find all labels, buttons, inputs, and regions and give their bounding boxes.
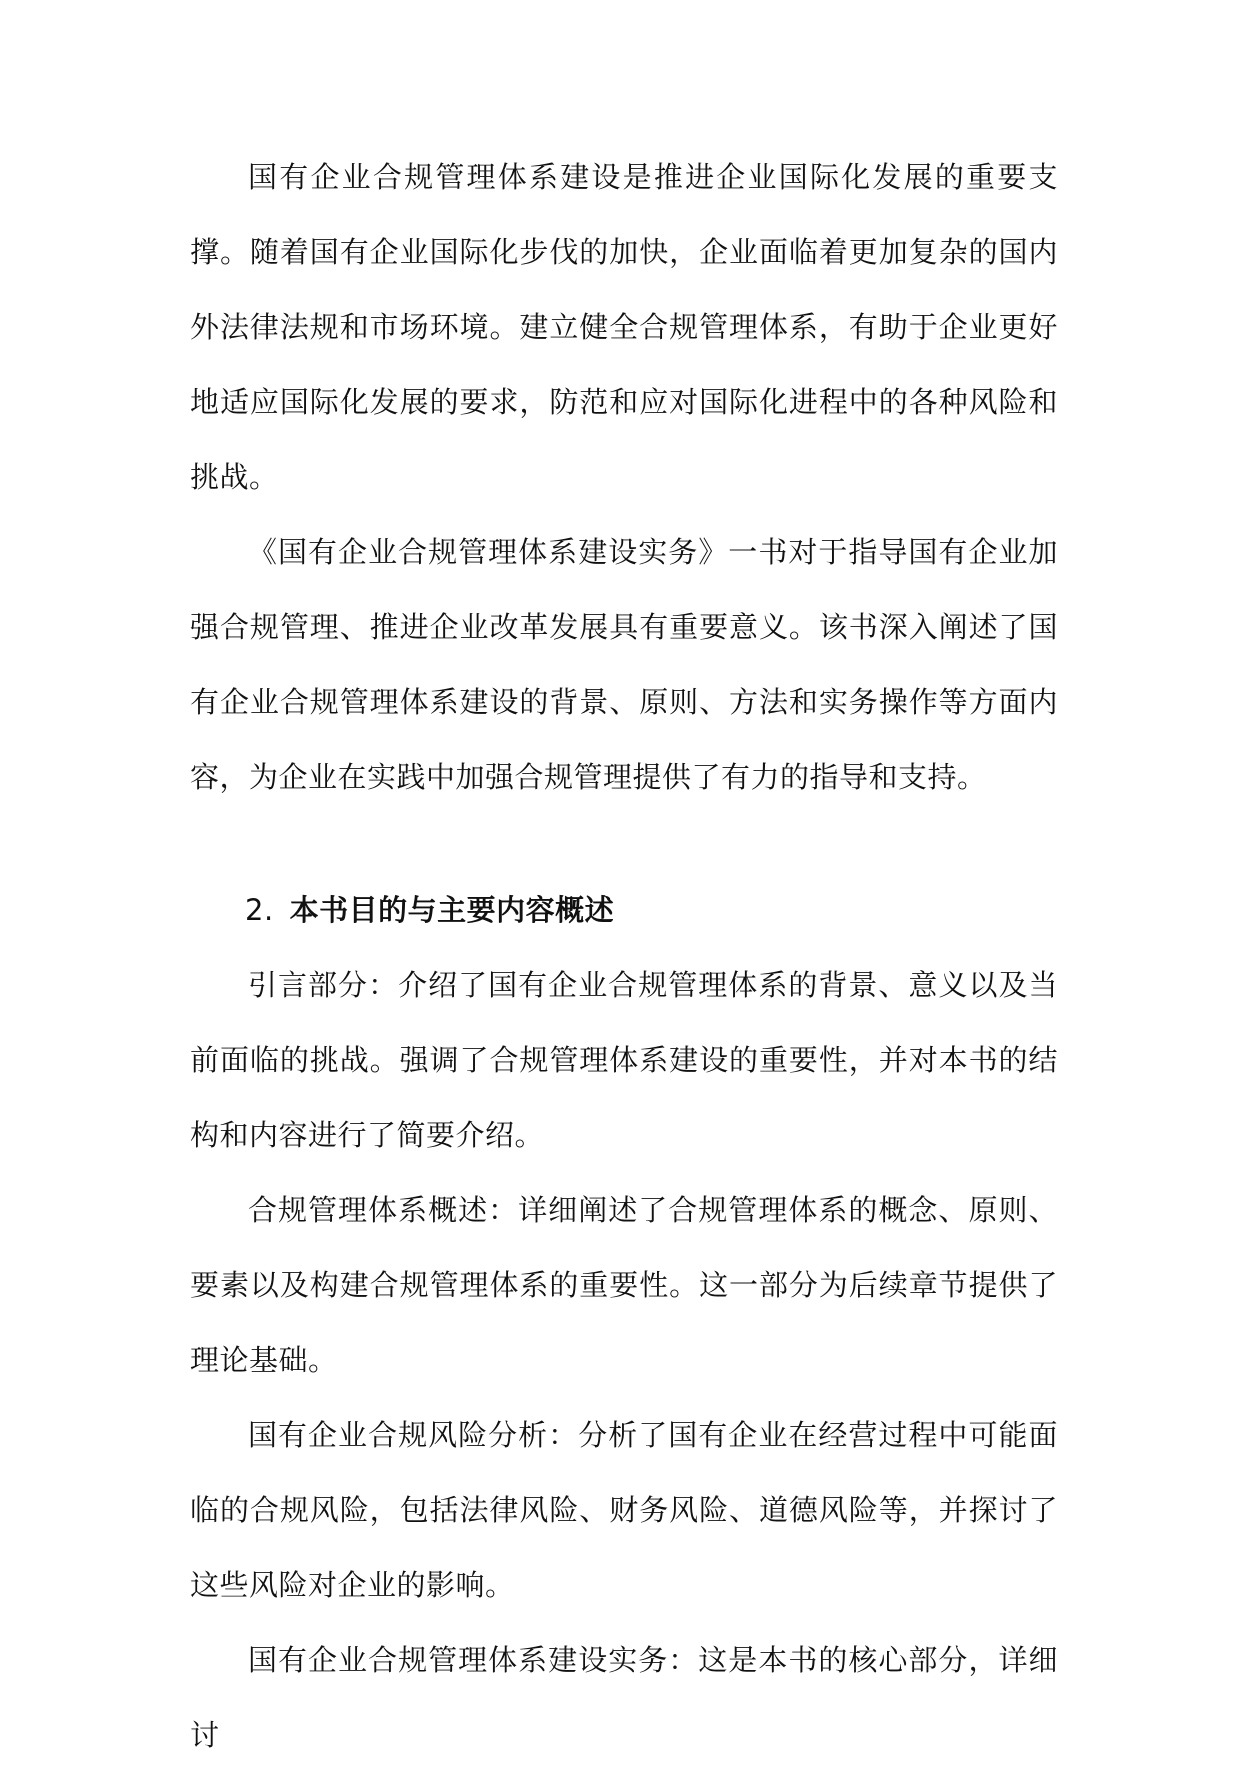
section-number: 2. <box>245 893 274 927</box>
paragraph-system-overview: 合规管理体系概述：详细阐述了合规管理体系的概念、原则、要素以及构建合规管理体系的重要性。这一部分为后续章节提供了理论基础。 <box>190 1193 1058 1377</box>
section-heading <box>190 873 1058 948</box>
document-body <box>190 140 1058 1773</box>
paragraph-risk-analysis: 国有企业合规风险分析：分析了国有企业在经营过程中可能面临的合规风险，包括法律风险、财务风险、道德风险等，并探讨了这些风险对企业的影响。 <box>190 1418 1058 1602</box>
paragraph-international-support: 国有企业合规管理体系建设是推进企业国际化发展的重要支撑。随着国有企业国际化步伐的加快，企业面临着更加复杂的国内外法律法规和市场环境。建立健全合规管理体系，有助于企业更好地适应国际化发展的要求，防范和应对国际化进程中的各种风险和挑战。 <box>190 160 1058 494</box>
section-title: 本书目的与主要内容概述 <box>289 893 615 927</box>
paragraph-book-significance: 《国有企业合规管理体系建设实务》一书对于指导国有企业加强合规管理、推进企业改革发展具有重要意义。该书深入阐述了国有企业合规管理体系建设的背景、原则、方法和实务操作等方面内容，为企业在实践中加强合规管理提供了有力的指导和支持。 <box>190 535 1058 794</box>
paragraph-practice: 国有企业合规管理体系建设实务：这是本书的核心部分，详细讨 <box>190 1643 1058 1752</box>
paragraph-introduction: 引言部分：介绍了国有企业合规管理体系的背景、意义以及当前面临的挑战。强调了合规管理体系建设的重要性，并对本书的结构和内容进行了简要介绍。 <box>190 968 1058 1152</box>
